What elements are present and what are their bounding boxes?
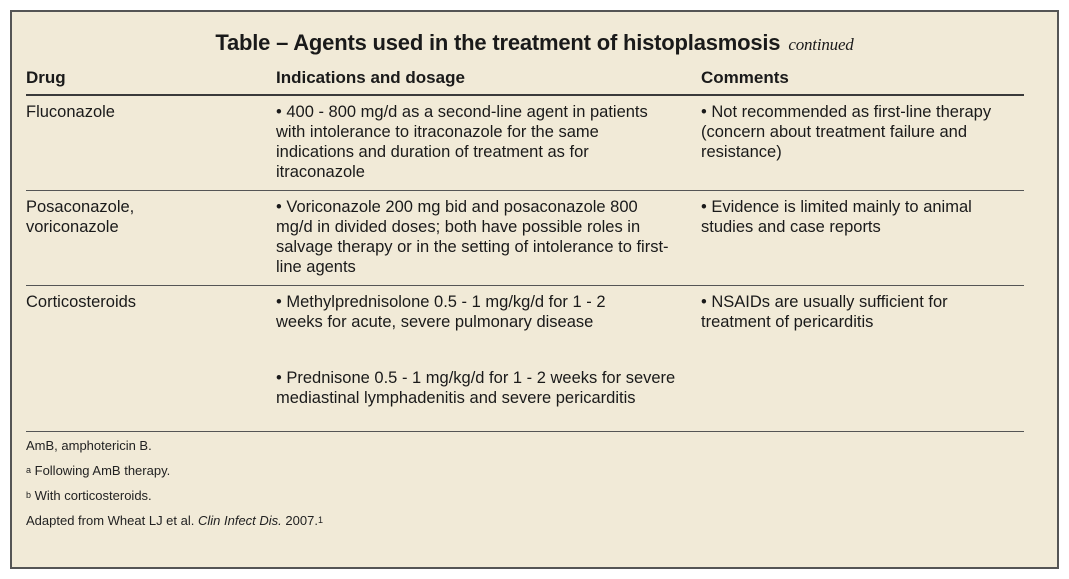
footnote-b — [26, 488, 323, 513]
source-journal: Clin Infect Dis. — [197, 513, 282, 528]
footnote-source — [26, 513, 323, 538]
drug-cell: Fluconazole — [26, 103, 115, 121]
footnote-a — [26, 463, 323, 488]
table-row — [26, 96, 1024, 191]
header-comments: Comments — [701, 68, 789, 87]
source-ref: 1 — [317, 515, 323, 525]
footnote-b-mark: b — [26, 490, 32, 500]
footnote-abbrev: AmB, amphotericin B. — [26, 438, 152, 453]
table-row — [26, 191, 1024, 286]
header-indications: Indications and dosage — [276, 68, 465, 87]
source-suffix: 2007. — [281, 513, 318, 528]
header-drug: Drug — [26, 68, 66, 87]
footnote-a-text: Following AmB therapy. — [31, 463, 171, 478]
table-header — [26, 66, 1024, 96]
table-row — [26, 286, 1024, 432]
table-title — [12, 30, 1057, 56]
title-continued: continued — [788, 35, 854, 54]
title-main: Table – Agents used in the treatment of histoplasmosis — [215, 30, 781, 55]
comments-cell: • NSAIDs are usually sufficient for treatment of pericarditis — [701, 293, 948, 331]
drug-cell: Posaconazole, voriconazole — [26, 198, 135, 236]
footnote-b-text: With corticosteroids. — [31, 488, 152, 503]
comments-cell: • Not recommended as first-line therapy (concern about treatment failure and resistance) — [701, 103, 992, 161]
indications-cell: • Methylprednisolone 0.5 - 1 mg/kg/d for 1 - 2 weeks for acute, severe pulmonary disease — [276, 293, 606, 331]
footnote-a-mark: a — [26, 465, 32, 475]
indications-cell: • 400 - 800 mg/d as a second-line agent in patients with intolerance to itraconazole for the same indications and duration of treatment as for itraconazole — [276, 103, 648, 181]
source-prefix: Adapted from Wheat LJ et al. — [26, 513, 198, 528]
drug-cell: Corticosteroids — [26, 293, 137, 311]
comments-cell: • Evidence is limited mainly to animal studies and case reports — [701, 198, 972, 236]
indications-cell-secondary: • Prednisone 0.5 - 1 mg/kg/d for 1 - 2 weeks for severe mediastinal lymphadenitis and severe pericarditis — [276, 369, 676, 407]
drug-table — [26, 66, 1024, 432]
footnotes — [26, 438, 323, 538]
indications-cell: • Voriconazole 200 mg bid and posaconazole 800 mg/d in divided doses; both have possible roles in salvage therapy or in the setting of intolerance to first-line agents — [276, 198, 669, 276]
